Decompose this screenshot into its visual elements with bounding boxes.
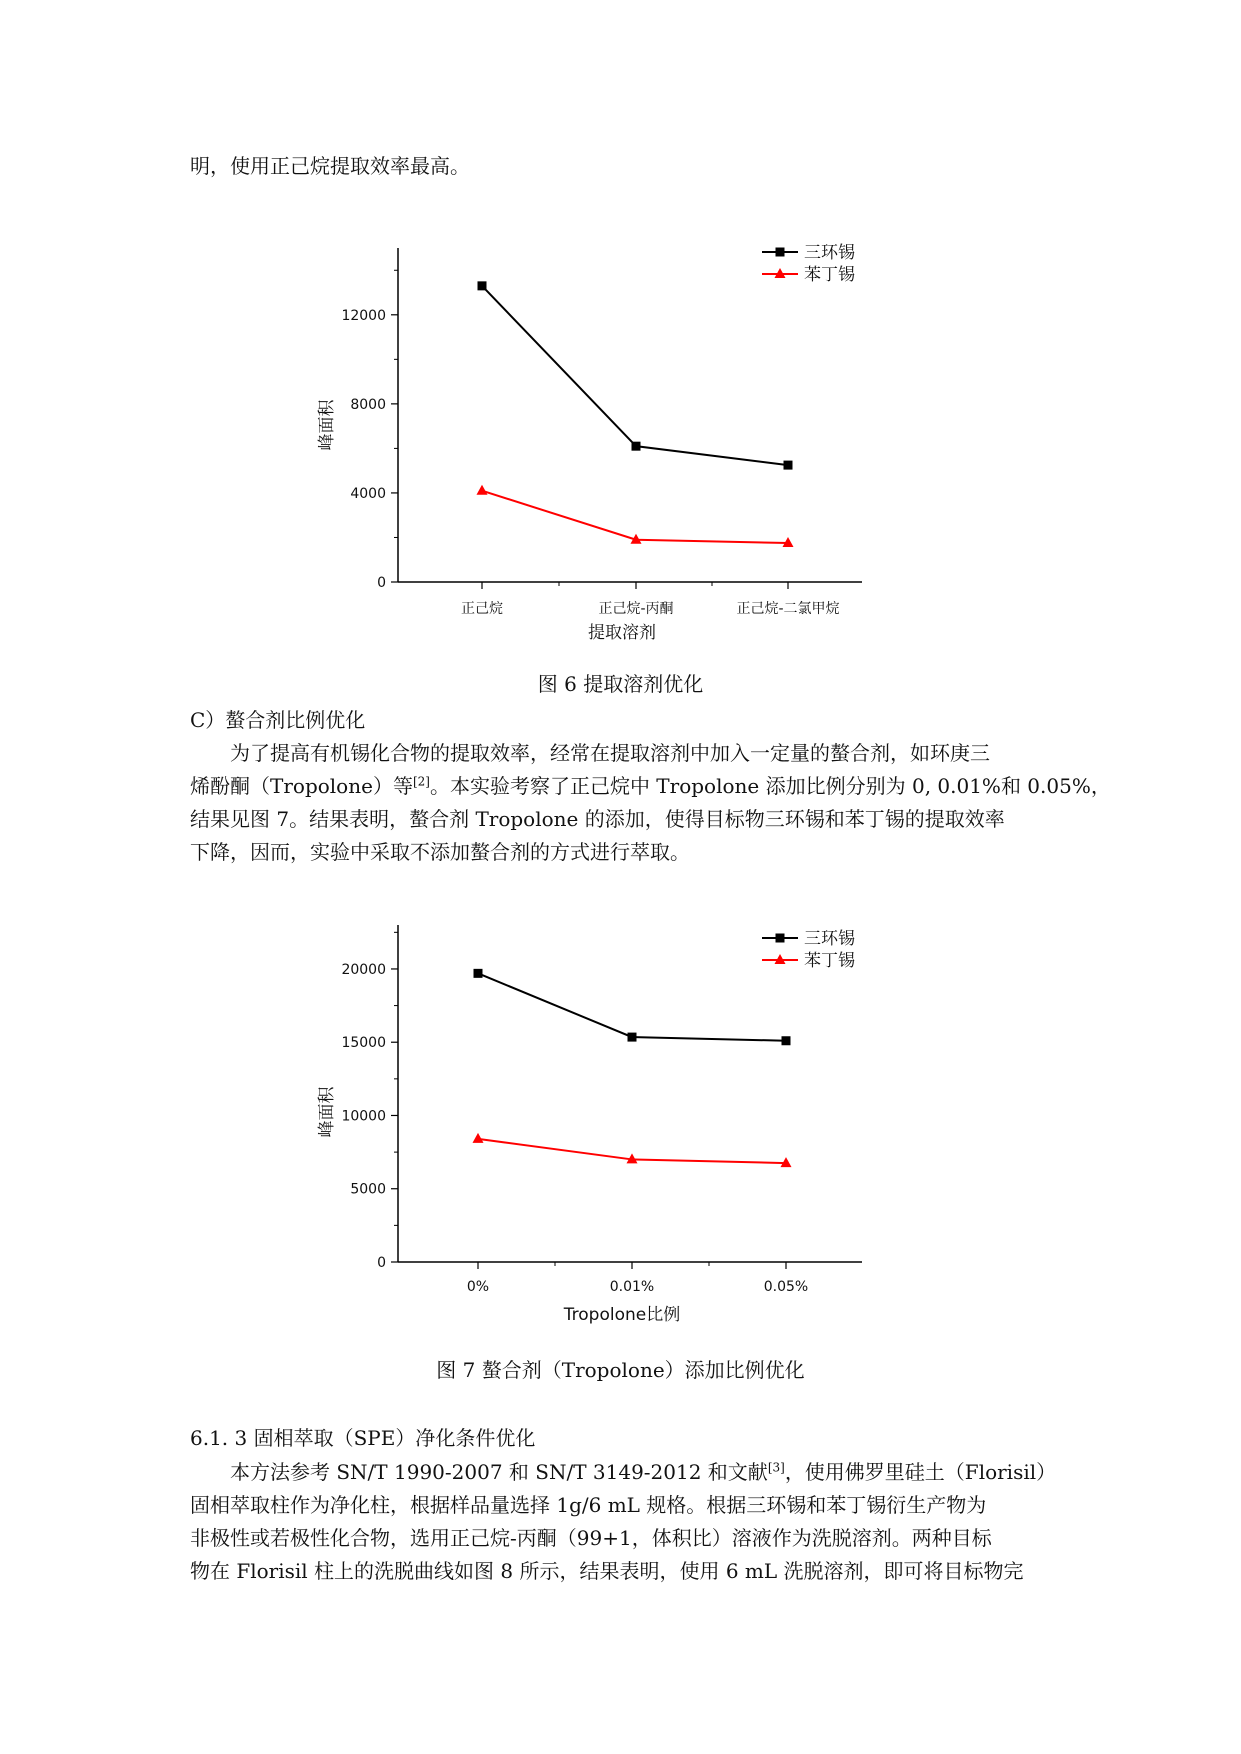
chart-extraction-solvent	[0, 0, 1241, 680]
para1-line1: 为了提高有机锡化合物的提取效率，经常在提取溶剂中加入一定量的螯合剂，如环庚三	[230, 741, 990, 765]
y-tick-label: 4000	[350, 485, 386, 502]
x-tick-label: 0%	[466, 1279, 490, 1295]
data-point-square	[784, 461, 793, 470]
y-tick-label: 20000	[341, 961, 386, 978]
legend-marker-square	[776, 248, 785, 257]
y-tick-label: 15000	[341, 1035, 386, 1052]
legend-label-1: 苯丁锡	[804, 265, 855, 285]
para2-line1b: ，使用佛罗里硅土（Florisil）	[784, 1460, 1057, 1484]
reference-3: [3]	[767, 1460, 785, 1475]
section-spe-heading: 6.1. 3 固相萃取（SPE）净化条件优化	[190, 1426, 536, 1450]
section-c-heading: C）螯合剂比例优化	[190, 708, 366, 732]
y-tick-label: 0	[377, 575, 386, 591]
legend-label-1: 苯丁锡	[804, 951, 855, 971]
para2-line4: 物在 Florisil 柱上的洗脱曲线如图 8 所示，结果表明，使用 6 mL 洗脱溶剂，即可将目标物完	[190, 1559, 1024, 1583]
x-tick-label: 0.01%	[609, 1279, 655, 1295]
para1-line2b: 。本实验考察了正己烷中 Tropolone 添加比例分别为 0, 0.01%和 0.05%，	[429, 774, 1111, 798]
x-tick-label: 正己烷-二氯甲烷	[736, 601, 840, 617]
y-tick-label: 12000	[341, 307, 386, 324]
fig6-caption: 图 6 提取溶剂优化	[537, 672, 704, 696]
x-tick-label: 0.05%	[763, 1279, 809, 1295]
data-point-triangle	[477, 485, 488, 495]
y-axis-label: 峰面积	[317, 399, 337, 451]
intro-line: 明，使用正己烷提取效率最高。	[190, 154, 470, 178]
para1-line2a: 烯酚酮（Tropolone）等	[190, 774, 413, 798]
y-tick-label: 5000	[350, 1181, 386, 1198]
x-tick-label: 正己烷-丙酮	[598, 601, 674, 617]
para2-line1	[230, 1456, 1056, 1488]
data-point-square	[632, 442, 641, 451]
x-tick-label: 正己烷	[461, 601, 503, 617]
legend-marker-square	[776, 934, 785, 943]
series-line-0	[478, 973, 786, 1040]
para1-line2	[190, 770, 1111, 802]
legend-label-0: 三环锡	[804, 929, 855, 949]
data-point-square	[478, 281, 487, 290]
data-point-triangle	[473, 1133, 484, 1143]
para1-line3: 结果见图 7。结果表明，螯合剂 Tropolone 的添加，使得目标物三环锡和苯丁锡的提取效率	[190, 807, 1005, 831]
y-tick-label: 8000	[350, 396, 386, 413]
series-line-1	[482, 491, 788, 543]
data-point-square	[474, 969, 483, 978]
chart-tropolone-ratio	[0, 910, 1241, 1330]
y-axis-label: 峰面积	[317, 1086, 337, 1138]
legend-label-0: 三环锡	[804, 243, 855, 263]
x-axis-label: 提取溶剂	[588, 623, 656, 643]
fig7-caption: 图 7 螯合剂（Tropolone）添加比例优化	[436, 1358, 805, 1382]
x-axis-label: Tropolone比例	[563, 1305, 681, 1325]
data-point-square	[628, 1033, 637, 1042]
data-point-square	[782, 1036, 791, 1045]
para1-line4: 下降，因而，实验中采取不添加螯合剂的方式进行萃取。	[190, 840, 690, 864]
y-tick-label: 0	[377, 1255, 386, 1271]
series-line-0	[482, 286, 788, 465]
para2-line1a: 本方法参考 SN/T 1990-2007 和 SN/T 3149-2012 和文献	[230, 1460, 768, 1484]
y-tick-label: 10000	[341, 1108, 386, 1125]
para2-line3: 非极性或若极性化合物，选用正己烷-丙酮（99+1，体积比）溶液作为洗脱溶剂。两种目标	[190, 1526, 992, 1550]
para2-line2: 固相萃取柱作为净化柱，根据样品量选择 1g/6 mL 规格。根据三环锡和苯丁锡衍生产物为	[190, 1493, 987, 1517]
reference-2: [2]	[412, 774, 430, 789]
